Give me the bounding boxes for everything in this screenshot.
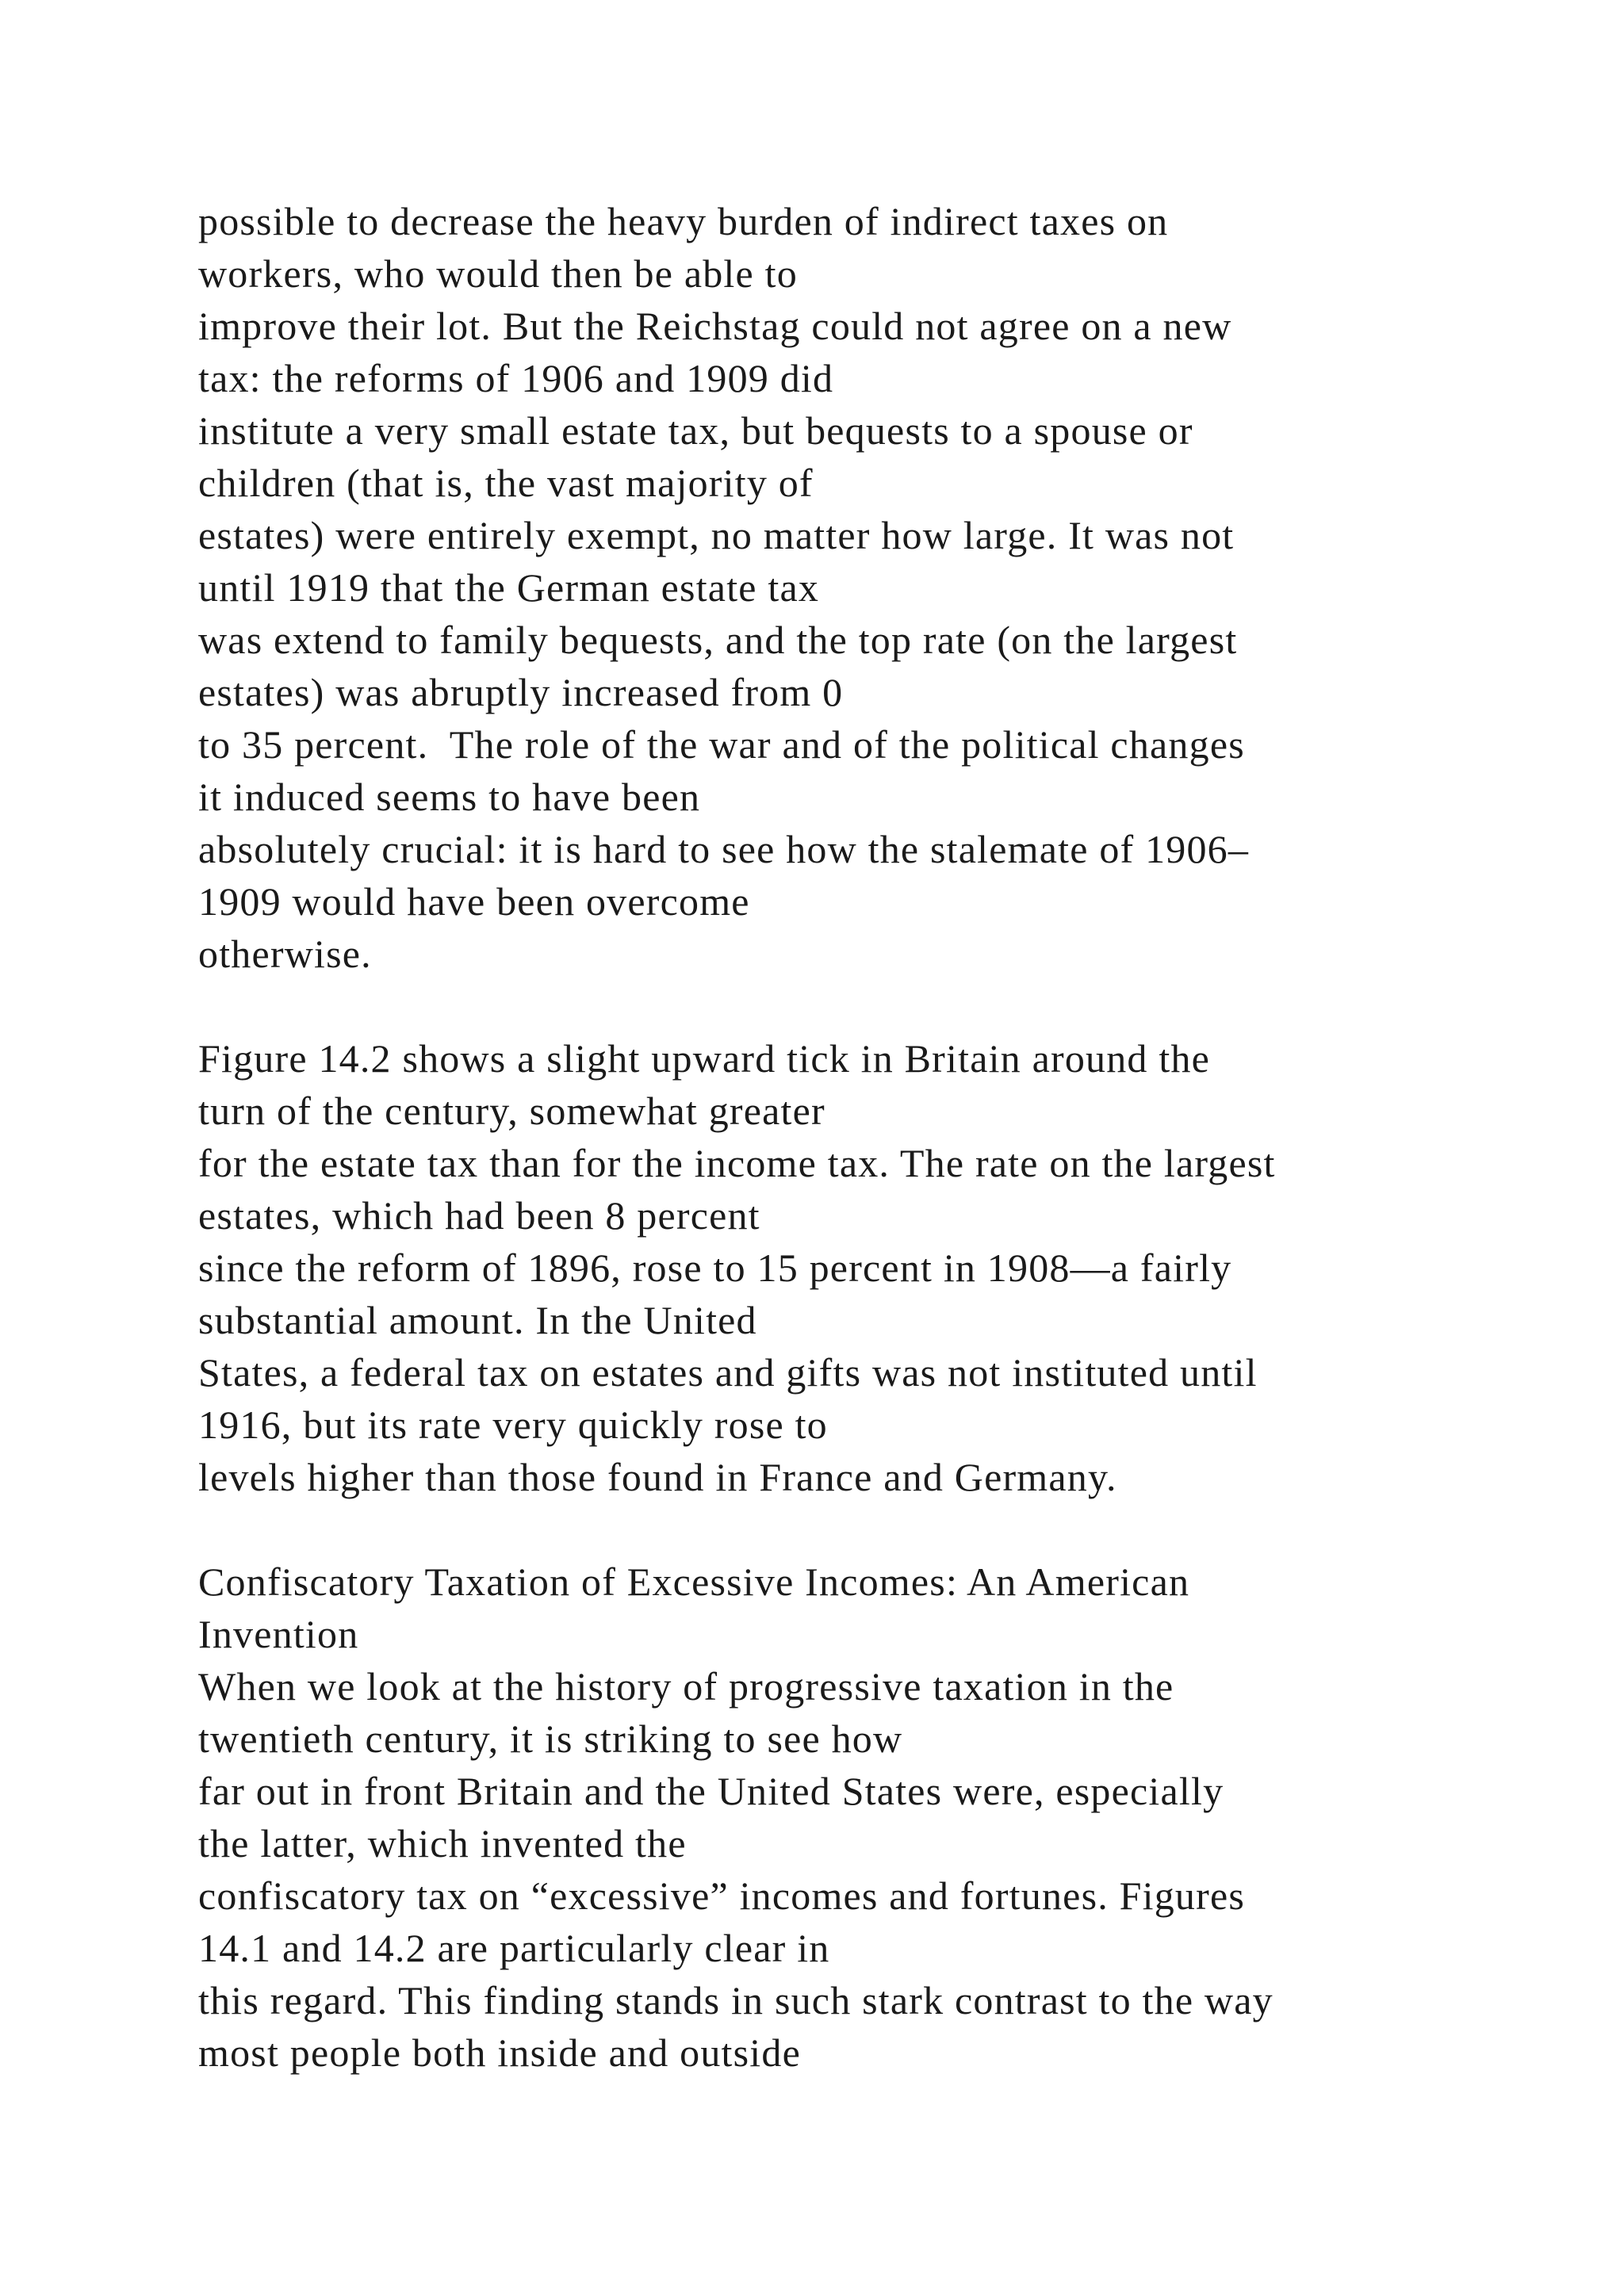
text-line: When we look at the history of progressive taxation in the xyxy=(198,1664,1174,1709)
text-line: tax: the reforms of 1906 and 1909 did xyxy=(198,356,834,400)
text-line: since the reform of 1896, rose to 15 percent in 1908—a fairly xyxy=(198,1246,1232,1290)
text-line: to 35 percent. The role of the war and of the political changes xyxy=(198,722,1245,767)
paragraph-2 xyxy=(198,1032,1578,1503)
text-line: estates) were entirely exempt, no matter how large. It was not xyxy=(198,513,1235,557)
section-heading-line: Confiscatory Taxation of Excessive Incomes: An American xyxy=(198,1559,1190,1604)
text-line: absolutely crucial: it is hard to see how the stalemate of 1906– xyxy=(198,827,1250,871)
document-body xyxy=(198,195,1578,2079)
text-line: confiscatory tax on “excessive” incomes and fortunes. Figures xyxy=(198,1873,1246,1918)
text-line: it induced seems to have been xyxy=(198,775,701,819)
text-line: 14.1 and 14.2 are particularly clear in xyxy=(198,1926,830,1970)
text-line: substantial amount. In the United xyxy=(198,1298,757,1342)
paragraph-1 xyxy=(198,195,1578,980)
text-line: was extend to family bequests, and the top rate (on the largest xyxy=(198,618,1238,662)
text-line: until 1919 that the German estate tax xyxy=(198,565,820,610)
text-line: most people both inside and outside xyxy=(198,2030,801,2075)
text-line: estates) was abruptly increased from 0 xyxy=(198,670,844,714)
text-line: 1909 would have been overcome xyxy=(198,879,750,924)
text-line: estates, which had been 8 percent xyxy=(198,1193,760,1238)
text-line: improve their lot. But the Reichstag could not agree on a new xyxy=(198,304,1232,348)
text-line: twentieth century, it is striking to see how xyxy=(198,1716,903,1761)
text-line: possible to decrease the heavy burden of indirect taxes on xyxy=(198,199,1169,243)
text-line: children (that is, the vast majority of xyxy=(198,461,814,505)
section-heading-line: Invention xyxy=(198,1612,359,1656)
text-line: institute a very small estate tax, but bequests to a spouse or xyxy=(198,408,1193,453)
paragraph-3 xyxy=(198,1556,1578,2079)
paragraph-gap xyxy=(198,980,1578,1032)
text-line: turn of the century, somewhat greater xyxy=(198,1089,825,1133)
text-line: Figure 14.2 shows a slight upward tick in Britain around the xyxy=(198,1036,1211,1081)
paragraph-gap xyxy=(198,1503,1578,1556)
text-line: otherwise. xyxy=(198,932,372,976)
text-line: States, a federal tax on estates and gifts was not instituted until xyxy=(198,1350,1258,1395)
text-line: for the estate tax than for the income tax. The rate on the largest xyxy=(198,1141,1276,1185)
text-line: this regard. This finding stands in such stark contrast to the way xyxy=(198,1978,1274,2022)
text-line: the latter, which invented the xyxy=(198,1821,687,1866)
text-line: workers, who would then be able to xyxy=(198,251,798,296)
text-line: far out in front Britain and the United States were, especially xyxy=(198,1769,1224,1813)
text-line: 1916, but its rate very quickly rose to xyxy=(198,1402,828,1447)
text-line: levels higher than those found in France and Germany. xyxy=(198,1455,1117,1499)
